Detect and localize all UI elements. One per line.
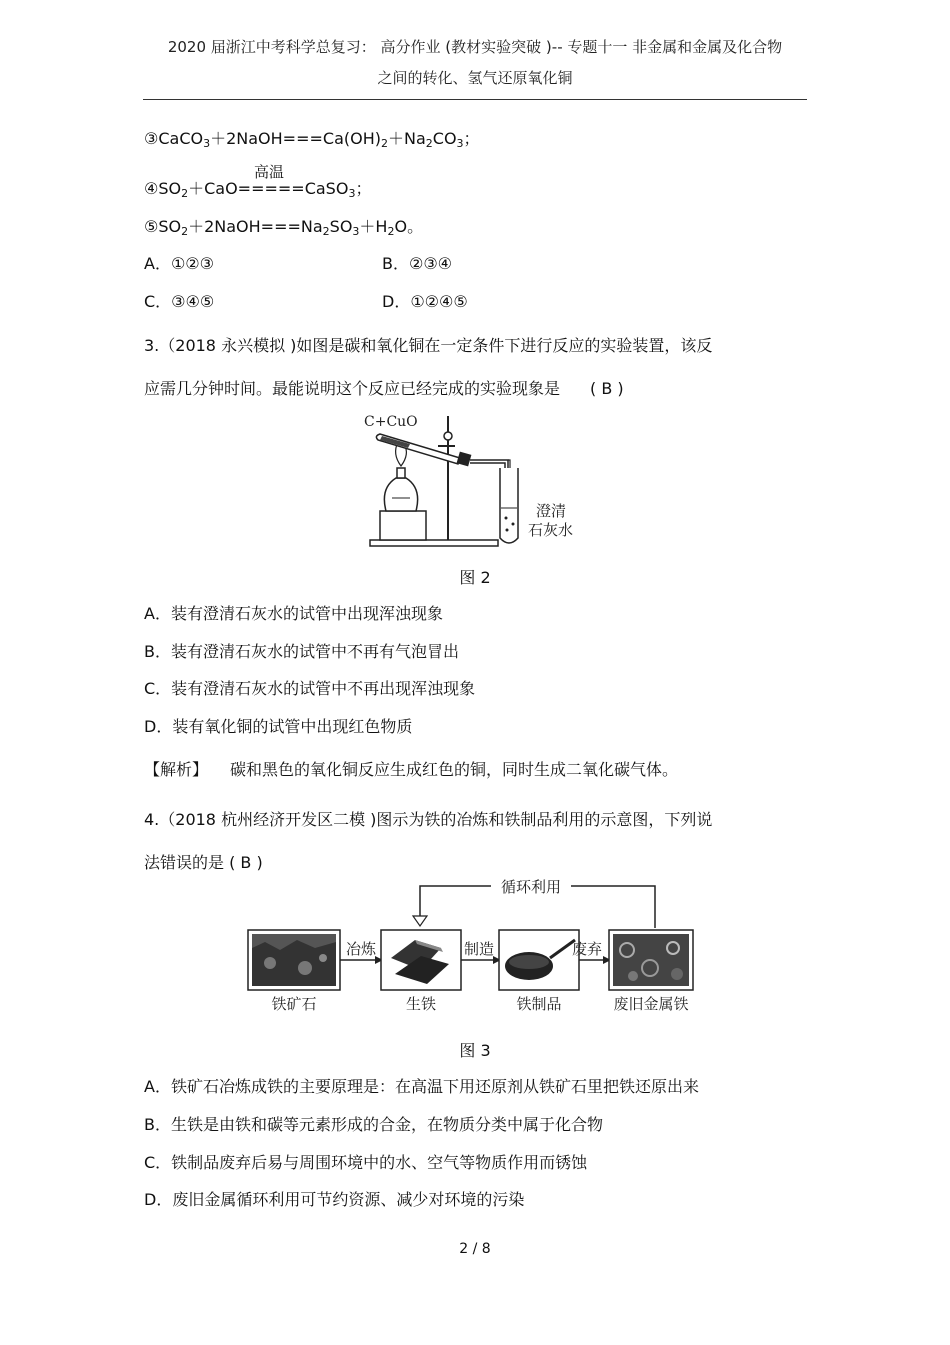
q3-option-d: D．装有氧化铜的试管中出现红色物质 [144, 717, 413, 736]
q3-answer: ( B ) [590, 379, 624, 398]
label-box4: 废旧金属铁 [613, 995, 689, 1013]
equation-5: $⑤SO_2+2NaOH===Na_2SO_3+H_2O$。 [144, 217, 424, 238]
header-divider [143, 99, 807, 100]
label-limewater-2: 石灰水 [528, 521, 574, 539]
q4-option-a: A．铁矿石冶炼成铁的主要原理是：在高温下用还原剂从铁矿石里把铁还原出来 [144, 1077, 699, 1096]
q4-option-d: D．废旧金属循环利用可节约资源、减少对环境的污染 [144, 1190, 525, 1209]
q2-option-b: B．②③④ [382, 254, 453, 273]
label-step3: 废弃 [571, 940, 603, 958]
equation-4: $④SO_2+CaO=====CaSO_3$； [144, 179, 372, 200]
label-recycle: 循环利用 [500, 878, 562, 896]
page-number: 2 / 8 [459, 1241, 491, 1257]
q3-analysis: 【解析】 碳和黑色的氧化铜反应生成红色的铜，同时生成二氧化碳气体。 [144, 760, 679, 779]
figure-3-caption: 图 3 [459, 1041, 491, 1060]
reaction-condition: 高温 [254, 163, 285, 181]
label-box1: 铁矿石 [271, 995, 317, 1013]
label-c-cuo: C+CuO [364, 414, 418, 430]
equation-3: $③CaCO_3+2NaOH===Ca(OH)_2+Na_2CO_3$； [144, 129, 480, 150]
q3-stem-line1: 3.（2018 永兴模拟 )如图是碳和氧化铜在一定条件下进行反应的实验装置，该反 [144, 336, 713, 355]
q4-option-c: C．铁制品废弃后易与周围环境中的水、空气等物质作用而锈蚀 [144, 1153, 588, 1172]
label-limewater-1: 澄清 [536, 502, 567, 520]
q3-option-b: B．装有澄清石灰水的试管中不再有气泡冒出 [144, 642, 459, 661]
q4-stem-line1: 4.（2018 杭州经济开发区二模 )图示为铁的冶炼和铁制品利用的示意图，下列说 [144, 810, 713, 829]
q4-stem-line2: 法错误的是 ( B ) [144, 853, 263, 872]
analysis-tag: 【解析】 [144, 760, 209, 779]
label-step2: 制造 [463, 940, 495, 958]
q2-option-a: A．①②③ [144, 254, 214, 273]
q3-stem-line2: 应需几分钟时间。最能说明这个反应已经完成的实验现象是 ( B ) [144, 379, 624, 398]
q2-option-c: C．③④⑤ [144, 292, 215, 311]
q3-option-c: C．装有澄清石灰水的试管中不再出现浑浊现象 [144, 679, 476, 698]
q2-option-d: D．①②④⑤ [382, 292, 468, 311]
q4-option-b: B．生铁是由铁和碳等元素形成的合金，在物质分类中属于化合物 [144, 1115, 603, 1134]
page-header-line1: 2020 届浙江中考科学总复习： 高分作业 (教材实验突破 )-- 专题十一 非金属和金属及化合物 [167, 38, 783, 56]
figure-2-apparatus [360, 408, 590, 550]
q3-option-a: A．装有澄清石灰水的试管中出现浑浊现象 [144, 604, 443, 623]
label-step1: 冶炼 [345, 940, 377, 958]
label-box2: 生铁 [405, 995, 437, 1013]
label-box3: 铁制品 [516, 995, 562, 1013]
figure-2-caption: 图 2 [459, 568, 491, 587]
page-header-line2: 之间的转化、氢气还原氧化铜 [377, 69, 573, 87]
figure-3-iron-cycle [245, 878, 705, 1020]
